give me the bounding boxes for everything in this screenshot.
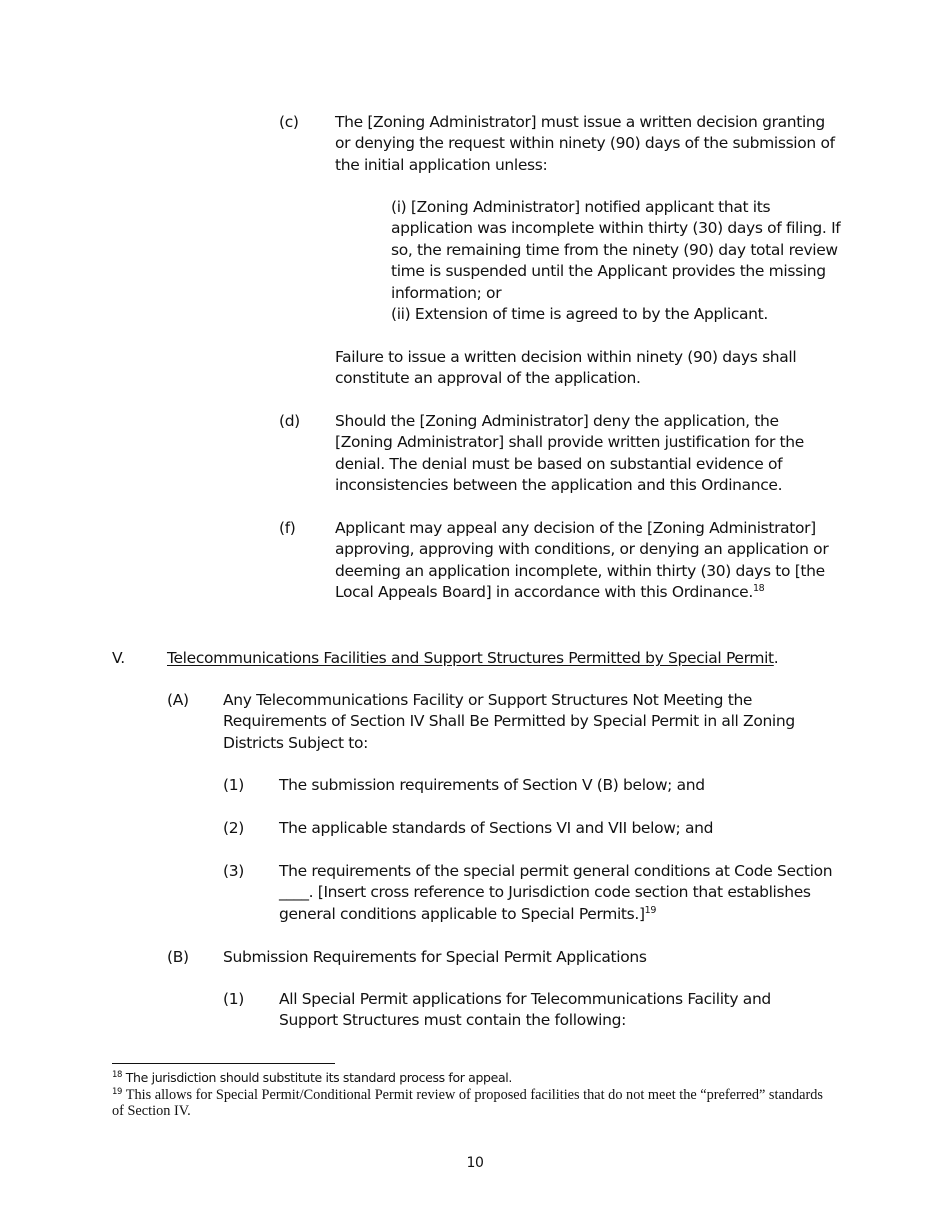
- section-v-label: V.: [112, 649, 125, 667]
- footnote-ref-18[interactable]: 18: [752, 583, 765, 595]
- section-v-b-label: (B): [167, 948, 189, 966]
- item-c-sub-i: (i) [Zoning Administrator] notified applicant that its application was incomplete within thirty (30) days of filing. If so, the remaining time from the ninety (90) day total review time is suspended until the Applicant provides the missing information; or: [391, 198, 841, 302]
- section-v-a-text: Any Telecommunications Facility or Support Structures Not Meeting the Requirements of Section IV Shall Be Permitted by Special Permit in all Zoning Districts Subject to:: [223, 691, 795, 752]
- a-item-3-paragraph: [279, 861, 839, 925]
- a-item-3-text: The requirements of the special permit general conditions at Code Section ____. [Insert cross reference to Jurisdiction code section that establishes general conditions applicable to Special Permits.]: [279, 862, 833, 923]
- footnote-19: [112, 1087, 832, 1119]
- item-c-sub-ii: (ii) Extension of time is agreed to by the Applicant.: [391, 305, 768, 323]
- footnote-18: [112, 1070, 832, 1086]
- item-d-label: (d): [279, 412, 300, 430]
- footnote-19-text: This allows for Special Permit/Conditional Permit review of proposed facilities that do not meet the “preferred” standards of Section IV.: [112, 1087, 823, 1119]
- footnote-18-text: The jurisdiction should substitute its standard process for appeal.: [125, 1070, 513, 1085]
- footnote-18-num: 18: [112, 1070, 123, 1080]
- section-v-heading: [167, 648, 857, 669]
- a-item-2-text: The applicable standards of Sections VI and VII below; and: [279, 819, 714, 837]
- item-c-failure: Failure to issue a written decision within ninety (90) days shall constitute an approval of the application.: [335, 348, 797, 388]
- item-f-text: Applicant may appeal any decision of the [Zoning Administrator] approving, approving with conditions, or denying an application or deeming an application incomplete, within thirty (30) days to [the Local Appeals Board] in accordance with this Ordinance.: [335, 519, 829, 602]
- item-c-text: The [Zoning Administrator] must issue a written decision granting or denying the request within ninety (90) days of the submission of the initial application unless:: [335, 113, 835, 174]
- page-number: 10: [466, 1155, 484, 1171]
- item-f-paragraph: [335, 518, 840, 604]
- footnote-ref-19[interactable]: 19: [644, 904, 657, 916]
- item-d-text: Should the [Zoning Administrator] deny the application, the [Zoning Administrator] shall provide written justification for the denial. The denial must be based on substantial evidence of inconsistencies between the application and this Ordinance.: [335, 412, 804, 495]
- footnote-separator: [112, 1063, 335, 1064]
- section-v-b-text: Submission Requirements for Special Permit Applications: [223, 948, 647, 966]
- b-item-1-label: (1): [223, 990, 244, 1008]
- a-item-1-label: (1): [223, 776, 244, 794]
- item-f-label: (f): [279, 519, 296, 537]
- b-item-1-text: All Special Permit applications for Telecommunications Facility and Support Structures must contain the following:: [279, 990, 771, 1030]
- a-item-3-label: (3): [223, 862, 244, 880]
- section-v-a-label: (A): [167, 691, 189, 709]
- section-v-heading-period: .: [773, 649, 779, 667]
- a-item-1-text: The submission requirements of Section V (B) below; and: [279, 776, 705, 794]
- section-v-heading-text: Telecommunications Facilities and Support Structures Permitted by Special Permit: [167, 649, 774, 667]
- footnote-19-num: 19: [112, 1087, 123, 1097]
- item-c-label: (c): [279, 113, 299, 131]
- a-item-2-label: (2): [223, 819, 244, 837]
